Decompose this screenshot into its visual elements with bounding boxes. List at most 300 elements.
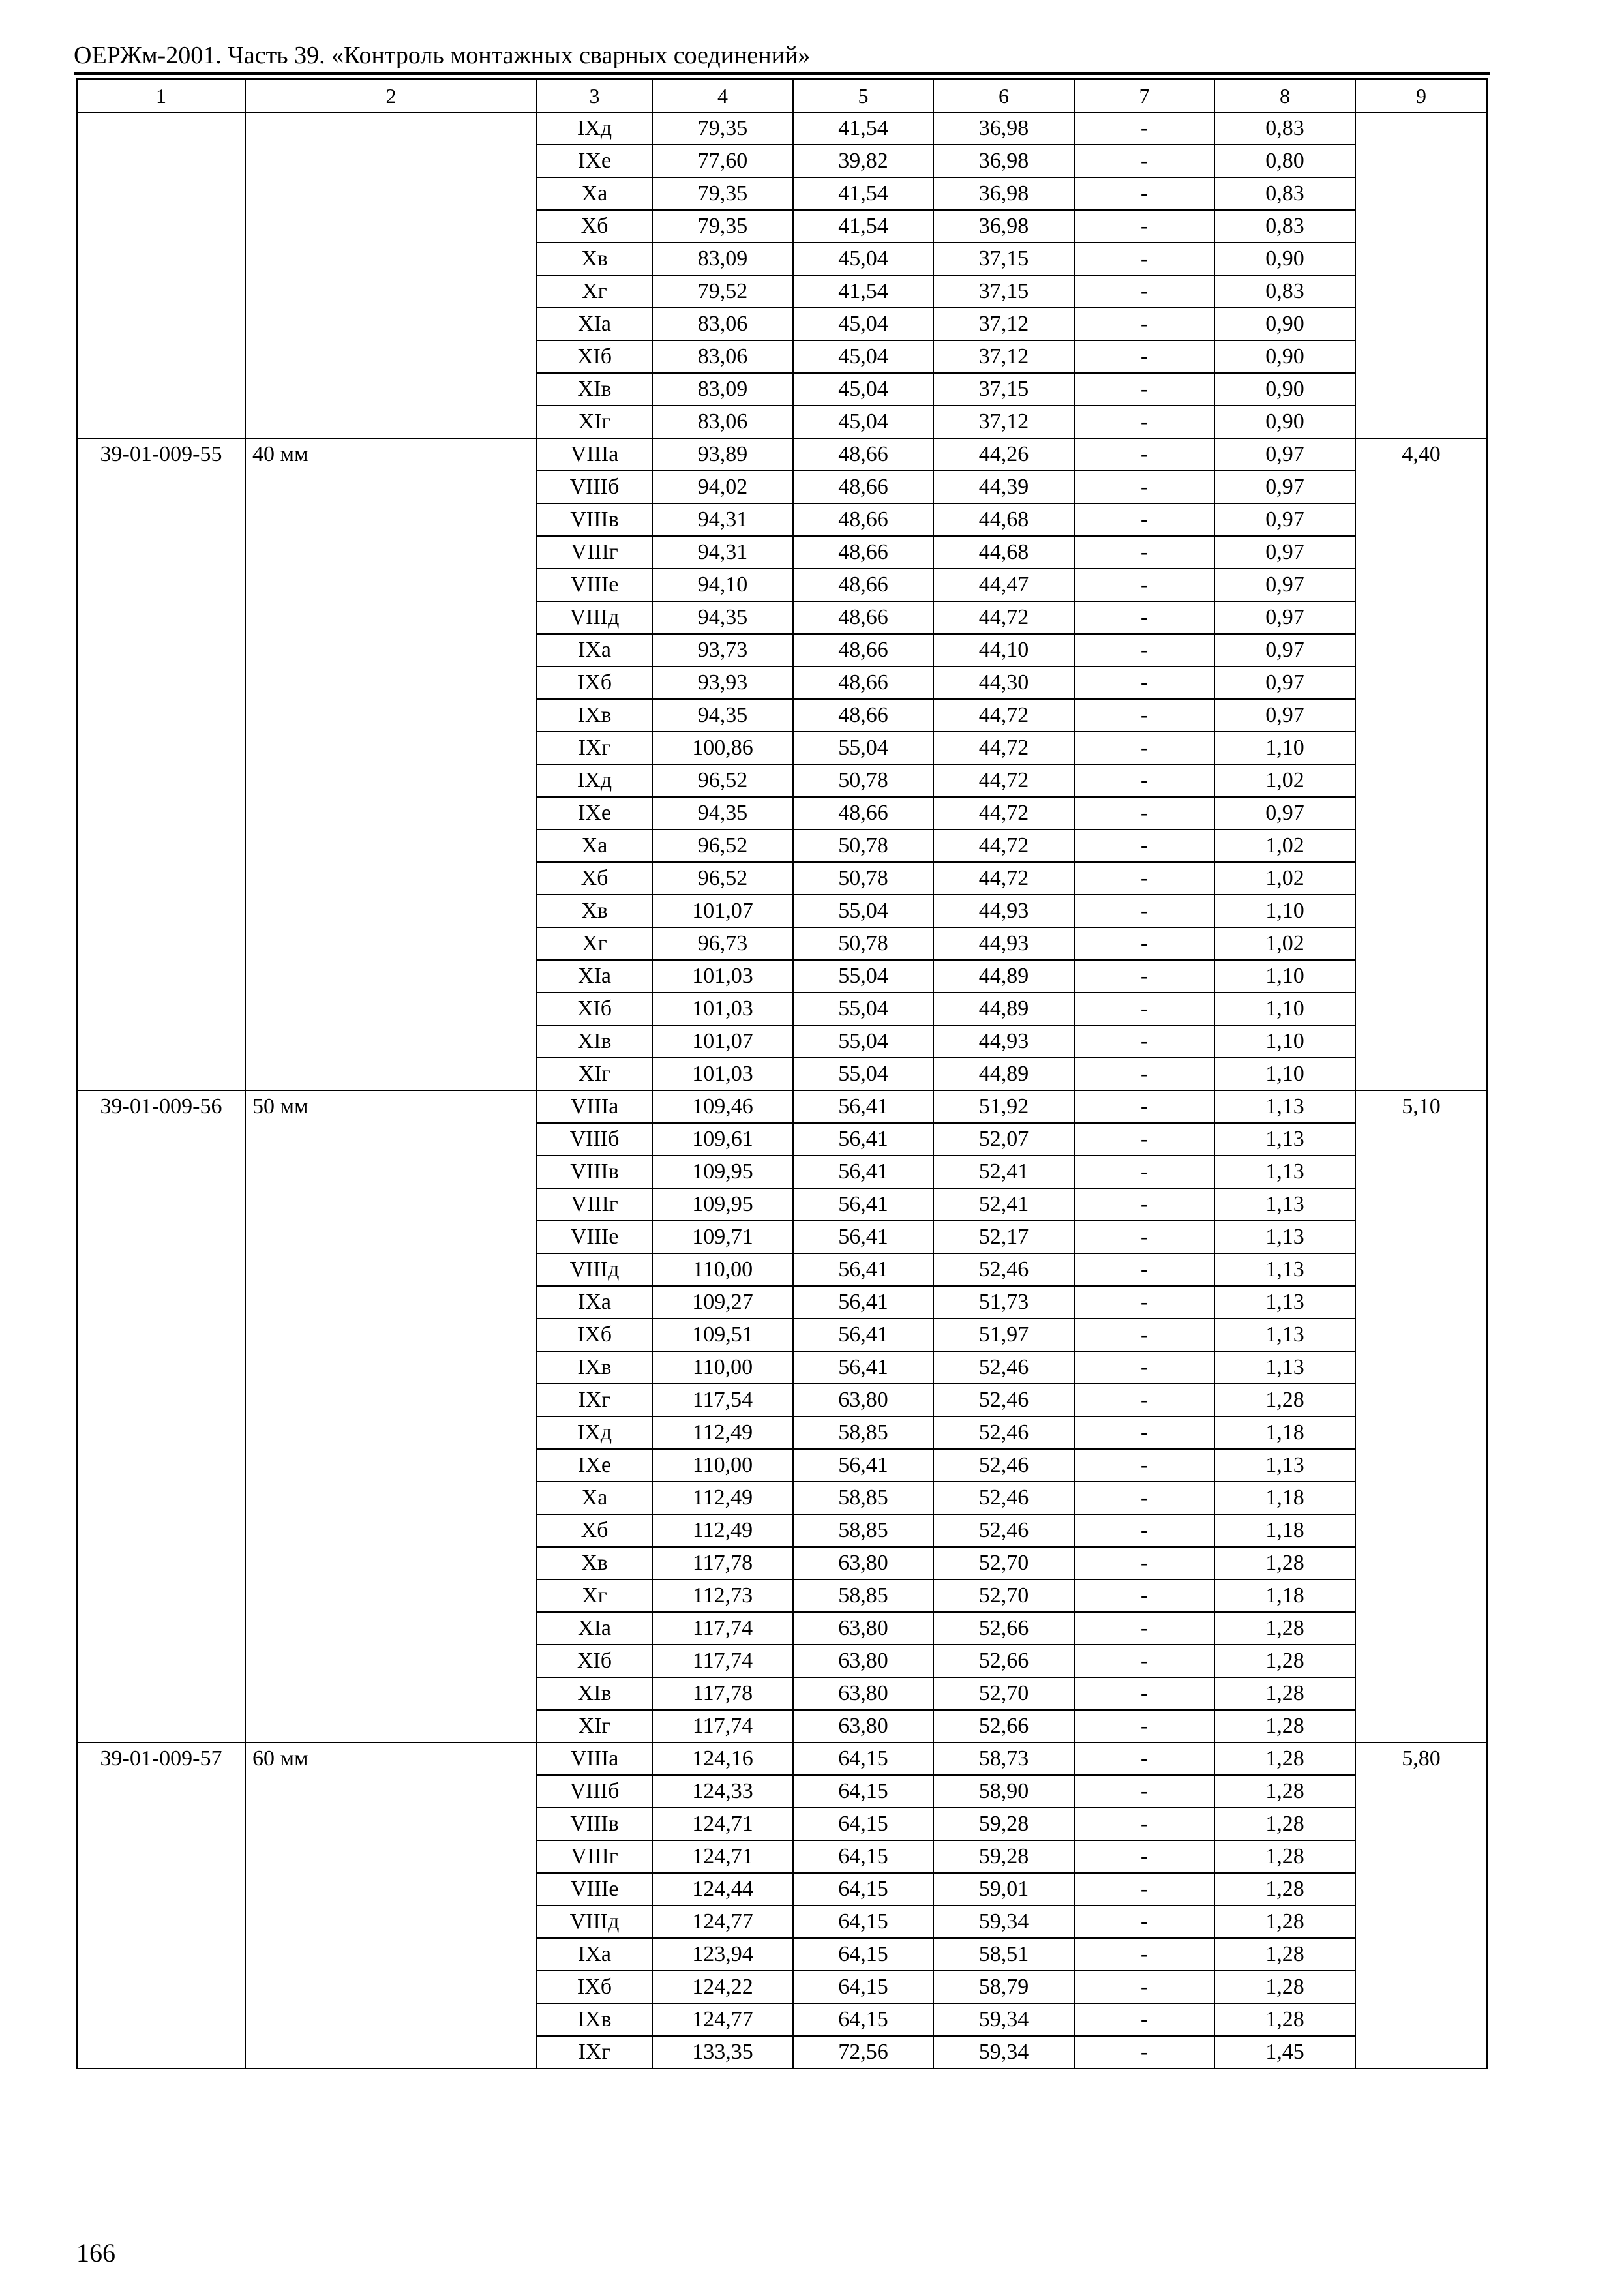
value-cell: 1,28: [1214, 1808, 1355, 1840]
value-cell: 56,41: [793, 1188, 933, 1221]
value-cell: 44,72: [933, 601, 1074, 634]
value-cell: -: [1074, 1188, 1214, 1221]
category-cell: VIIIг: [537, 1840, 652, 1873]
value-cell: 50,78: [793, 764, 933, 797]
value-cell: 93,93: [652, 666, 793, 699]
category-cell: IXб: [537, 1319, 652, 1351]
value-cell: 44,72: [933, 699, 1074, 732]
value-cell: 1,28: [1214, 1971, 1355, 2003]
value-cell: -: [1074, 243, 1214, 275]
value-cell: -: [1074, 1971, 1214, 2003]
value-cell: -: [1074, 1221, 1214, 1253]
value-cell: 1,02: [1214, 830, 1355, 862]
value-cell: 37,12: [933, 308, 1074, 340]
value-cell: 124,22: [652, 1971, 793, 2003]
value-cell: 124,44: [652, 1873, 793, 1906]
value-cell: 52,17: [933, 1221, 1074, 1253]
value-cell: 44,89: [933, 960, 1074, 993]
value-cell: 58,90: [933, 1775, 1074, 1808]
category-cell: VIIIв: [537, 1156, 652, 1188]
value-cell: 72,56: [793, 2036, 933, 2069]
value-cell: 94,35: [652, 601, 793, 634]
value-cell: 109,95: [652, 1156, 793, 1188]
value-cell: 44,72: [933, 830, 1074, 862]
value-cell: 1,13: [1214, 1090, 1355, 1123]
category-cell: VIIIв: [537, 1808, 652, 1840]
value-cell: -: [1074, 1286, 1214, 1319]
category-cell: IXе: [537, 797, 652, 830]
value-cell: 101,07: [652, 1025, 793, 1058]
value-cell: -: [1074, 1579, 1214, 1612]
value-cell: 64,15: [793, 1906, 933, 1938]
value-cell: -: [1074, 1482, 1214, 1514]
value-cell: -: [1074, 1612, 1214, 1645]
category-cell: IXа: [537, 1938, 652, 1971]
value-cell: 117,74: [652, 1645, 793, 1677]
value-cell: 52,66: [933, 1645, 1074, 1677]
value-cell: -: [1074, 1514, 1214, 1547]
value-cell: 44,30: [933, 666, 1074, 699]
value-cell: 36,98: [933, 112, 1074, 145]
category-cell: IXв: [537, 699, 652, 732]
value-cell: -: [1074, 308, 1214, 340]
value-cell: 1,28: [1214, 1840, 1355, 1873]
value-cell: 1,02: [1214, 862, 1355, 895]
value-cell: 44,89: [933, 993, 1074, 1025]
value-cell: -: [1074, 177, 1214, 210]
value-cell: 45,04: [793, 406, 933, 438]
category-cell: IXе: [537, 1449, 652, 1482]
value-cell: 94,31: [652, 503, 793, 536]
value-cell: 83,06: [652, 340, 793, 373]
value-cell: 52,70: [933, 1579, 1074, 1612]
value-cell: 112,49: [652, 1482, 793, 1514]
value-cell: 44,72: [933, 764, 1074, 797]
value-cell: 1,18: [1214, 1514, 1355, 1547]
category-cell: VIIIе: [537, 1873, 652, 1906]
category-cell: VIIIе: [537, 569, 652, 601]
category-cell: IXг: [537, 1384, 652, 1416]
value-cell: -: [1074, 2036, 1214, 2069]
value-cell: 117,54: [652, 1384, 793, 1416]
value-cell: 109,71: [652, 1221, 793, 1253]
value-cell: 109,95: [652, 1188, 793, 1221]
value-cell: -: [1074, 340, 1214, 373]
value-cell: 51,92: [933, 1090, 1074, 1123]
value-cell: 36,98: [933, 210, 1074, 243]
category-cell: VIIIд: [537, 1906, 652, 1938]
value-cell: -: [1074, 1123, 1214, 1156]
value-cell: 50,78: [793, 830, 933, 862]
value-cell: 1,28: [1214, 1775, 1355, 1808]
table-row: [77, 1090, 1487, 1123]
value-cell: -: [1074, 895, 1214, 927]
value-cell: 63,80: [793, 1677, 933, 1710]
value-cell: 36,98: [933, 177, 1074, 210]
value-cell: -: [1074, 634, 1214, 666]
value-cell: 1,28: [1214, 1612, 1355, 1645]
rate-code-cell: 39-01-009-55: [77, 438, 245, 1090]
value-cell: 0,97: [1214, 666, 1355, 699]
value-cell: 1,13: [1214, 1221, 1355, 1253]
value-cell: 94,35: [652, 699, 793, 732]
value-cell: 44,72: [933, 797, 1074, 830]
value-cell: -: [1074, 1677, 1214, 1710]
value-cell: 0,97: [1214, 634, 1355, 666]
value-cell: 117,78: [652, 1547, 793, 1579]
value-cell: 59,28: [933, 1808, 1074, 1840]
column9-value-cell: [1355, 112, 1487, 438]
value-cell: 96,52: [652, 862, 793, 895]
category-cell: VIIIб: [537, 471, 652, 503]
value-cell: 117,74: [652, 1710, 793, 1743]
value-cell: 55,04: [793, 895, 933, 927]
column-header: 1: [77, 79, 245, 112]
value-cell: 1,18: [1214, 1482, 1355, 1514]
value-cell: -: [1074, 503, 1214, 536]
category-cell: Xв: [537, 243, 652, 275]
value-cell: 52,46: [933, 1416, 1074, 1449]
value-cell: 41,54: [793, 112, 933, 145]
category-cell: IXд: [537, 1416, 652, 1449]
value-cell: 109,27: [652, 1286, 793, 1319]
value-cell: 52,41: [933, 1188, 1074, 1221]
value-cell: 1,13: [1214, 1253, 1355, 1286]
value-cell: 52,70: [933, 1547, 1074, 1579]
column-header: 8: [1214, 79, 1355, 112]
value-cell: 1,10: [1214, 1025, 1355, 1058]
value-cell: 1,28: [1214, 2003, 1355, 2036]
value-cell: 0,90: [1214, 243, 1355, 275]
value-cell: 117,78: [652, 1677, 793, 1710]
value-cell: 55,04: [793, 1025, 933, 1058]
value-cell: 1,13: [1214, 1123, 1355, 1156]
value-cell: 101,03: [652, 993, 793, 1025]
value-cell: -: [1074, 569, 1214, 601]
category-cell: XIа: [537, 1612, 652, 1645]
category-cell: VIIIа: [537, 438, 652, 471]
table-body: [77, 112, 1487, 2069]
category-cell: XIа: [537, 960, 652, 993]
value-cell: 64,15: [793, 2003, 933, 2036]
header-divider: [74, 72, 1490, 75]
value-cell: 1,28: [1214, 1743, 1355, 1775]
value-cell: 48,66: [793, 601, 933, 634]
value-cell: 59,34: [933, 2036, 1074, 2069]
category-cell: VIIIб: [537, 1775, 652, 1808]
value-cell: -: [1074, 1416, 1214, 1449]
value-cell: 0,90: [1214, 340, 1355, 373]
category-cell: XIв: [537, 1025, 652, 1058]
value-cell: 0,83: [1214, 112, 1355, 145]
category-cell: VIIIг: [537, 536, 652, 569]
value-cell: 96,52: [652, 830, 793, 862]
value-cell: 63,80: [793, 1612, 933, 1645]
category-cell: IXв: [537, 2003, 652, 2036]
value-cell: 44,39: [933, 471, 1074, 503]
value-cell: 41,54: [793, 275, 933, 308]
category-cell: IXг: [537, 2036, 652, 2069]
value-cell: 51,73: [933, 1286, 1074, 1319]
value-cell: 44,10: [933, 634, 1074, 666]
value-cell: 0,83: [1214, 210, 1355, 243]
category-cell: VIIIб: [537, 1123, 652, 1156]
value-cell: -: [1074, 275, 1214, 308]
thickness-cell: 40 мм: [245, 438, 537, 1090]
value-cell: 52,46: [933, 1253, 1074, 1286]
value-cell: 79,52: [652, 275, 793, 308]
value-cell: 109,61: [652, 1123, 793, 1156]
value-cell: 55,04: [793, 993, 933, 1025]
value-cell: 1,28: [1214, 1645, 1355, 1677]
value-cell: 59,01: [933, 1873, 1074, 1906]
value-cell: 56,41: [793, 1090, 933, 1123]
value-cell: 59,28: [933, 1840, 1074, 1873]
value-cell: 64,15: [793, 1840, 933, 1873]
value-cell: -: [1074, 601, 1214, 634]
value-cell: -: [1074, 1808, 1214, 1840]
value-cell: 52,66: [933, 1710, 1074, 1743]
value-cell: 124,77: [652, 1906, 793, 1938]
rate-code-cell: [77, 112, 245, 438]
value-cell: 1,10: [1214, 960, 1355, 993]
category-cell: IXд: [537, 764, 652, 797]
value-cell: 37,15: [933, 275, 1074, 308]
value-cell: 124,16: [652, 1743, 793, 1775]
value-cell: 0,83: [1214, 177, 1355, 210]
value-cell: -: [1074, 1090, 1214, 1123]
value-cell: 37,15: [933, 373, 1074, 406]
value-cell: 56,41: [793, 1221, 933, 1253]
value-cell: 52,07: [933, 1123, 1074, 1156]
value-cell: 100,86: [652, 732, 793, 764]
value-cell: -: [1074, 764, 1214, 797]
value-cell: 44,47: [933, 569, 1074, 601]
value-cell: 55,04: [793, 732, 933, 764]
value-cell: 83,06: [652, 308, 793, 340]
rates-table: [76, 78, 1488, 2069]
value-cell: 39,82: [793, 145, 933, 177]
value-cell: 55,04: [793, 960, 933, 993]
value-cell: 1,28: [1214, 1938, 1355, 1971]
value-cell: -: [1074, 993, 1214, 1025]
value-cell: -: [1074, 373, 1214, 406]
table-row: [77, 112, 1487, 145]
value-cell: 123,94: [652, 1938, 793, 1971]
category-cell: XIб: [537, 1645, 652, 1677]
value-cell: 58,85: [793, 1579, 933, 1612]
value-cell: 83,06: [652, 406, 793, 438]
category-cell: VIIIа: [537, 1090, 652, 1123]
value-cell: 56,41: [793, 1319, 933, 1351]
value-cell: 59,34: [933, 2003, 1074, 2036]
value-cell: 133,35: [652, 2036, 793, 2069]
value-cell: 79,35: [652, 210, 793, 243]
value-cell: 112,73: [652, 1579, 793, 1612]
value-cell: 58,79: [933, 1971, 1074, 2003]
category-cell: Xа: [537, 830, 652, 862]
value-cell: 0,97: [1214, 471, 1355, 503]
value-cell: 64,15: [793, 1938, 933, 1971]
value-cell: 64,15: [793, 1775, 933, 1808]
column-number-row: [77, 79, 1487, 112]
value-cell: 0,90: [1214, 308, 1355, 340]
value-cell: 0,97: [1214, 601, 1355, 634]
value-cell: 41,54: [793, 177, 933, 210]
value-cell: -: [1074, 960, 1214, 993]
value-cell: 124,33: [652, 1775, 793, 1808]
value-cell: -: [1074, 699, 1214, 732]
category-cell: Xа: [537, 1482, 652, 1514]
value-cell: 56,41: [793, 1449, 933, 1482]
value-cell: 1,13: [1214, 1188, 1355, 1221]
value-cell: 56,41: [793, 1156, 933, 1188]
column-header: 4: [652, 79, 793, 112]
value-cell: 94,02: [652, 471, 793, 503]
value-cell: 1,13: [1214, 1286, 1355, 1319]
value-cell: -: [1074, 1449, 1214, 1482]
value-cell: 0,97: [1214, 503, 1355, 536]
value-cell: -: [1074, 1547, 1214, 1579]
value-cell: 48,66: [793, 438, 933, 471]
column-header: 7: [1074, 79, 1214, 112]
category-cell: VIIIв: [537, 503, 652, 536]
value-cell: 58,85: [793, 1514, 933, 1547]
category-cell: Xб: [537, 210, 652, 243]
value-cell: 0,97: [1214, 438, 1355, 471]
value-cell: -: [1074, 1156, 1214, 1188]
value-cell: 124,77: [652, 2003, 793, 2036]
value-cell: 36,98: [933, 145, 1074, 177]
value-cell: 79,35: [652, 177, 793, 210]
thickness-cell: 60 мм: [245, 1743, 537, 2069]
value-cell: 44,68: [933, 536, 1074, 569]
category-cell: IXа: [537, 634, 652, 666]
category-cell: VIIIа: [537, 1743, 652, 1775]
value-cell: 0,97: [1214, 797, 1355, 830]
value-cell: 94,10: [652, 569, 793, 601]
category-cell: XIг: [537, 1710, 652, 1743]
value-cell: 48,66: [793, 634, 933, 666]
value-cell: 37,15: [933, 243, 1074, 275]
category-cell: XIб: [537, 340, 652, 373]
value-cell: 93,73: [652, 634, 793, 666]
value-cell: 79,35: [652, 112, 793, 145]
value-cell: 45,04: [793, 373, 933, 406]
value-cell: 44,72: [933, 732, 1074, 764]
value-cell: 1,13: [1214, 1156, 1355, 1188]
value-cell: 59,34: [933, 1906, 1074, 1938]
value-cell: 44,26: [933, 438, 1074, 471]
category-cell: Xб: [537, 1514, 652, 1547]
value-cell: 1,10: [1214, 993, 1355, 1025]
category-cell: XIб: [537, 993, 652, 1025]
value-cell: -: [1074, 536, 1214, 569]
column-header: 5: [793, 79, 933, 112]
value-cell: 94,35: [652, 797, 793, 830]
table-header: [77, 79, 1487, 112]
value-cell: 63,80: [793, 1384, 933, 1416]
value-cell: 37,12: [933, 406, 1074, 438]
value-cell: 45,04: [793, 308, 933, 340]
value-cell: 52,46: [933, 1384, 1074, 1416]
column-header: 9: [1355, 79, 1487, 112]
value-cell: 56,41: [793, 1351, 933, 1384]
value-cell: -: [1074, 1710, 1214, 1743]
value-cell: -: [1074, 1384, 1214, 1416]
value-cell: 109,51: [652, 1319, 793, 1351]
value-cell: 1,28: [1214, 1547, 1355, 1579]
value-cell: -: [1074, 1873, 1214, 1906]
value-cell: 52,46: [933, 1514, 1074, 1547]
value-cell: -: [1074, 1906, 1214, 1938]
value-cell: 1,13: [1214, 1319, 1355, 1351]
category-cell: IXг: [537, 732, 652, 764]
value-cell: -: [1074, 471, 1214, 503]
category-cell: Xа: [537, 177, 652, 210]
value-cell: 0,83: [1214, 275, 1355, 308]
value-cell: 1,10: [1214, 895, 1355, 927]
value-cell: 58,85: [793, 1416, 933, 1449]
category-cell: XIв: [537, 373, 652, 406]
value-cell: 0,90: [1214, 406, 1355, 438]
value-cell: -: [1074, 145, 1214, 177]
value-cell: 52,41: [933, 1156, 1074, 1188]
value-cell: 52,46: [933, 1482, 1074, 1514]
value-cell: -: [1074, 797, 1214, 830]
value-cell: 1,28: [1214, 1710, 1355, 1743]
value-cell: -: [1074, 1319, 1214, 1351]
value-cell: 41,54: [793, 210, 933, 243]
value-cell: 0,90: [1214, 373, 1355, 406]
column9-value-cell: 4,40: [1355, 438, 1487, 1090]
value-cell: 58,85: [793, 1482, 933, 1514]
value-cell: 50,78: [793, 862, 933, 895]
value-cell: 63,80: [793, 1645, 933, 1677]
category-cell: Xб: [537, 862, 652, 895]
value-cell: 83,09: [652, 243, 793, 275]
value-cell: -: [1074, 1025, 1214, 1058]
value-cell: -: [1074, 732, 1214, 764]
value-cell: 48,66: [793, 666, 933, 699]
value-cell: -: [1074, 210, 1214, 243]
value-cell: -: [1074, 927, 1214, 960]
value-cell: 48,66: [793, 569, 933, 601]
category-cell: IXе: [537, 145, 652, 177]
page-number: 166: [76, 2238, 115, 2267]
value-cell: -: [1074, 862, 1214, 895]
category-cell: IXб: [537, 666, 652, 699]
value-cell: 64,15: [793, 1873, 933, 1906]
value-cell: 101,07: [652, 895, 793, 927]
table-row: [77, 1743, 1487, 1775]
value-cell: -: [1074, 1938, 1214, 1971]
value-cell: 94,31: [652, 536, 793, 569]
category-cell: Xг: [537, 275, 652, 308]
value-cell: 56,41: [793, 1286, 933, 1319]
page-header-title: ОЕРЖм-2001. Часть 39. «Контроль монтажных сварных соединений»: [74, 42, 811, 69]
category-cell: IXб: [537, 1971, 652, 2003]
value-cell: 112,49: [652, 1514, 793, 1547]
value-cell: 63,80: [793, 1547, 933, 1579]
value-cell: 77,60: [652, 145, 793, 177]
value-cell: 0,97: [1214, 569, 1355, 601]
value-cell: 1,13: [1214, 1449, 1355, 1482]
value-cell: -: [1074, 1645, 1214, 1677]
value-cell: 1,18: [1214, 1416, 1355, 1449]
value-cell: 55,04: [793, 1058, 933, 1090]
value-cell: -: [1074, 830, 1214, 862]
